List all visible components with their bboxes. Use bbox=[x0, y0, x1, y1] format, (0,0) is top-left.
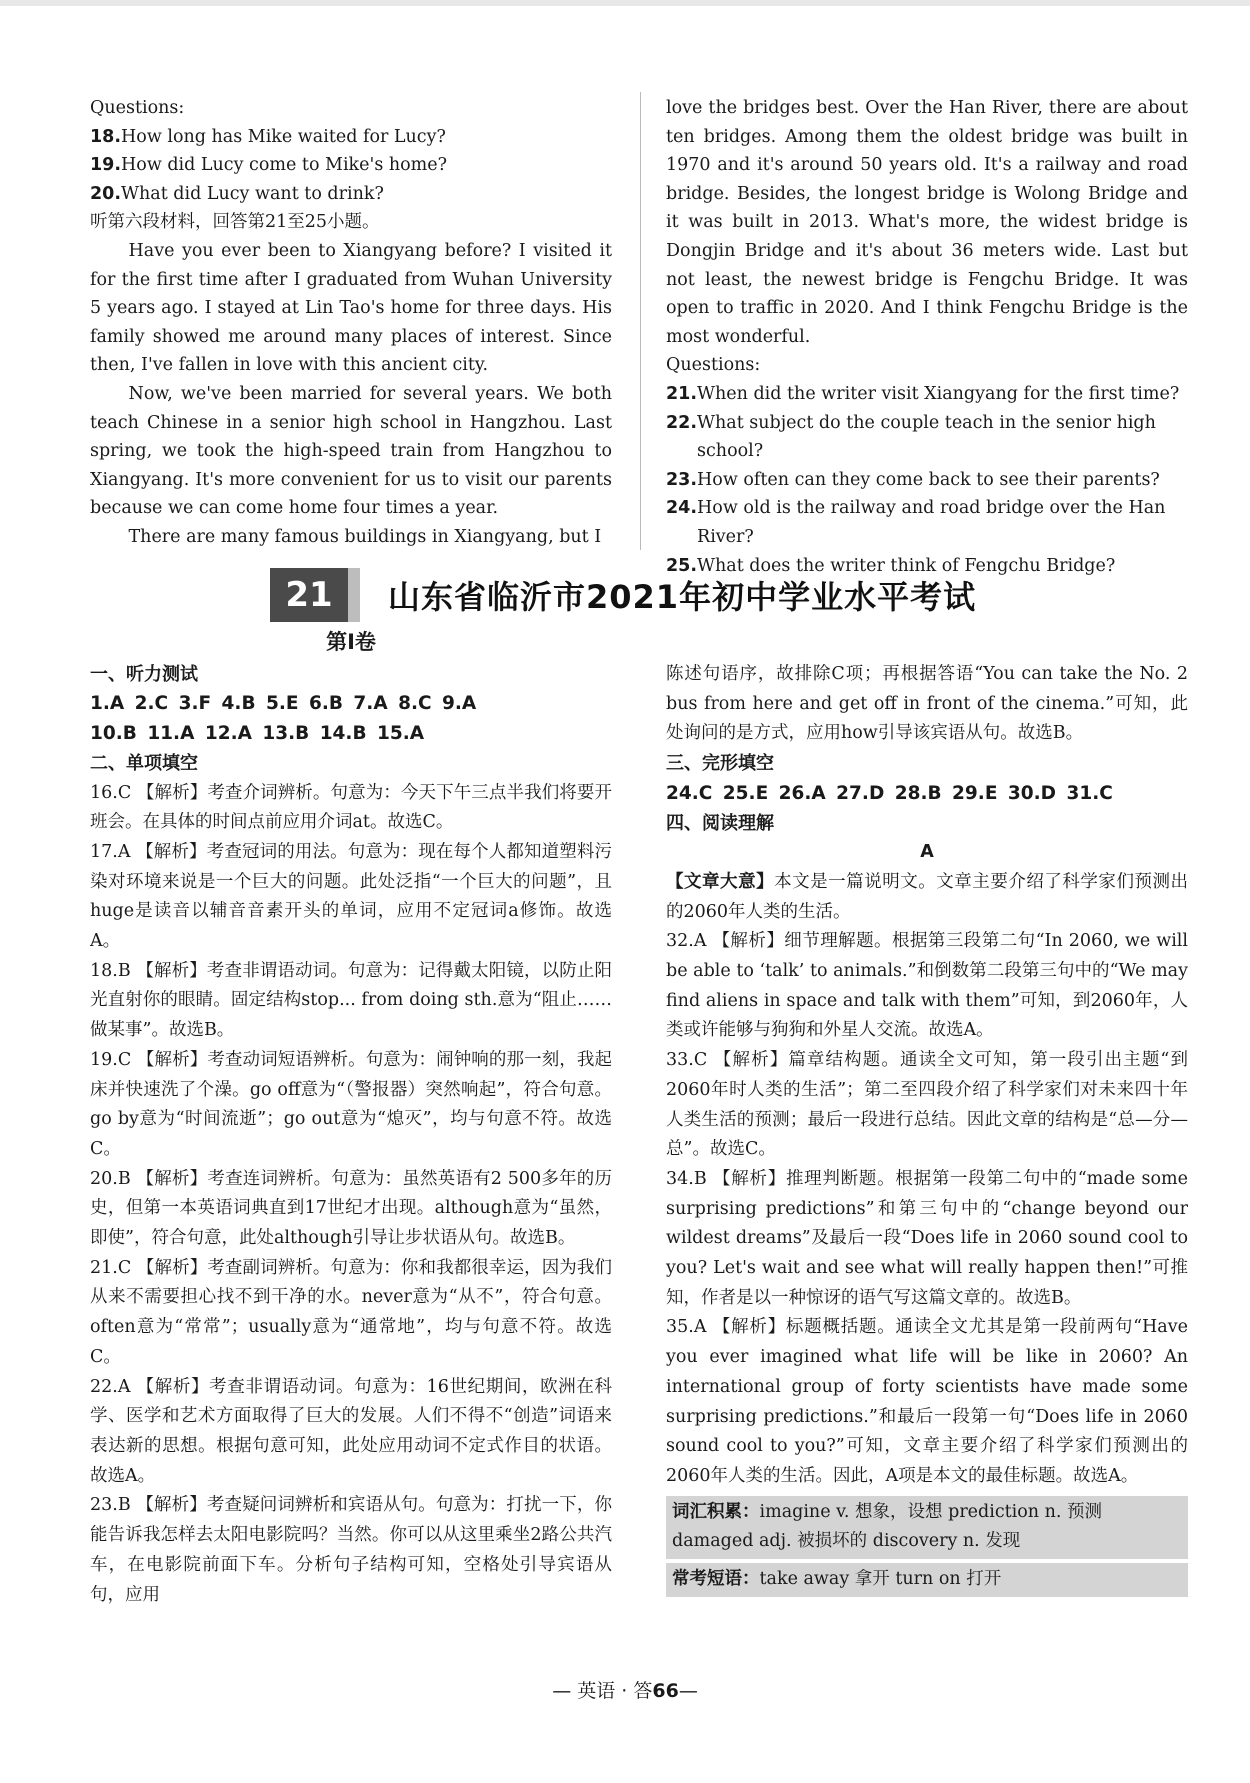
column-divider bbox=[640, 92, 641, 550]
explanation-item: 23.B 【解析】考查疑问词辨析和宾语从句。句意为：打扰一下，你能告诉我怎样去太阳电影院吗？当然。你可以从这里乘坐2路公共汽车，在电影院前面下车。分析句子结构可知，空格处引导宾语从句，应用 bbox=[90, 1495, 612, 1605]
paragraph: Now, we've been married for several years. We both teach Chinese in a senior high school in Hangzhou. Last spring, we took the high-speed train from Hangzhou to Xiangyang. It's more convenient for us to visit our parents because we can come home four times a year. bbox=[90, 383, 612, 519]
footer-suffix: — bbox=[678, 1680, 698, 1702]
lower-right-column bbox=[666, 660, 1188, 1597]
lower-left-column bbox=[90, 628, 612, 1610]
explanation-item: 16.C 【解析】考查介词辨析。句意为：今天下午三点半我们将要开班会。在具体的时间点前应用介词at。故选C。 bbox=[90, 782, 613, 833]
explanation-item: 33.C 【解析】篇章结构题。通读全文可知，第一段引出主题“到2060年时人类的生活”；第二至四段介绍了科学家们对未来四十年人类生活的预测；最后一段进行总结。因此文章的结构是“总—分—总”。故选C。 bbox=[666, 1050, 1188, 1160]
question-item: 24. How old is the railway and road bridge over the Han River? bbox=[666, 498, 1166, 547]
explanation-item: 35.A 【解析】标题概括题。通读全文尤其是第一段前两句“Have you ever imagined what life will be like in 2060? An international group of forty scientists have made some surprising predictions.”和最后一段第一句“Does life in 2060 sound cool to you?”可知，文章主要介绍了科学家们预测出的2060年人类的生活。因此，A项是本文的最佳标题。故选A。 bbox=[666, 1317, 1188, 1486]
exam-number-badge bbox=[270, 568, 360, 622]
volume-title: 第Ⅰ卷 bbox=[326, 630, 376, 654]
passage-label: A bbox=[920, 842, 934, 863]
exam-number: 21 bbox=[270, 568, 348, 622]
phrase-box: 常考短语：take away 拿开 turn on 打开 bbox=[666, 1563, 1188, 1597]
exam-title: 山东省临沂市2021年初中学业水平考试 bbox=[388, 578, 977, 616]
paragraph: Have you ever been to Xiangyang before? I visited it for the first time after I graduated from Wuhan University 5 years ago. I stayed at Lin Tao's home for three days. His family showed me around many places of interest. Since then, I've fallen in love with this ancient city. bbox=[90, 240, 612, 376]
question-item: 21. When did the writer visit Xiangyang for the first time? bbox=[666, 383, 1180, 404]
page-number: 66 bbox=[652, 1680, 679, 1702]
footer-prefix: — 英语 · 答 bbox=[552, 1680, 653, 1702]
questions-label: Questions: bbox=[90, 98, 185, 118]
answer-row: 10.B 11.A 12.A 13.B 14.B 15.A bbox=[90, 723, 425, 745]
question-item: 22. What subject do the couple teach in the senior high school? bbox=[666, 412, 1156, 462]
article-summary: 【文章大意】本文是一篇说明文。文章主要介绍了科学家们预测出的2060年人类的生活。 bbox=[666, 871, 1189, 922]
explanation-item: 32.A 【解析】细节理解题。根据第三段第二句“In 2060, we will be able to ‘talk’ to animals.”和倒数第二段第三句中的“We may find aliens in space and talk with them”可知，到2060年，人类或许能够与狗狗和外星人交流。故选A。 bbox=[666, 931, 1188, 1041]
top-edge bbox=[0, 0, 1250, 6]
question-item: 18. How long has Mike waited for Lucy? bbox=[90, 126, 446, 147]
section-heading: 三、完形填空 bbox=[666, 753, 774, 775]
question-item: 19. How did Lucy come to Mike's home? bbox=[90, 155, 448, 176]
explanation-item: 22.A 【解析】考查非谓语动词。句意为：16世纪期间，欧洲在科学、医学和艺术方面取得了巨大的发展。人们不得不“创造”词语来表达新的思想。根据句意可知，此处应用动词不定式作目的状语。故选A。 bbox=[90, 1376, 612, 1486]
vocabulary-box: 词汇积累：imagine v. 想象，设想 prediction n. 预测 damaged adj. 被损坏的 discovery n. 发现 bbox=[666, 1496, 1188, 1559]
explanation-item: 34.B 【解析】推理判断题。根据第一段第二句中的“made some surprising predictions”和第三句中的“change beyond our wildest dreams”及最后一段“Does life in 2060 sound cool to you? Let's wait and see what will really happen then!”可推知，作者是以一种惊讶的语气写这篇文章的。故选B。 bbox=[666, 1168, 1188, 1308]
explanation-item: 18.B 【解析】考查非谓语动词。句意为：记得戴太阳镜，以防止阳光直射你的眼睛。固定结构stop... from doing sth.意为“阻止……做某事”。故选B。 bbox=[90, 960, 612, 1041]
section-heading: 一、听力测试 bbox=[90, 663, 198, 685]
questions-label: Questions: bbox=[666, 355, 761, 376]
explanation-item: 19.C 【解析】考查动词短语辨析。句意为：闹钟响的那一刻，我起床并快速洗了个澡。go off意为“（警报器）突然响起”，符合句意。go by意为“时间流逝”；go out意为“熄灭”，均与句意不符。故选C。 bbox=[90, 1049, 613, 1159]
explanation-continuation: 陈述句语序，故排除C项；再根据答语“You can take the No. 2 bus from here and get off in front of the cinema.”可知，此处询问的是方式，应用how引导该宾语从句。故选B。 bbox=[666, 664, 1188, 744]
explanation-item: 17.A 【解析】考查冠词的用法。句意为：现在每个人都知道塑料污染对环境来说是一个巨大的问题。此处泛指“一个巨大的问题”，且huge是读音以辅音音素开头的单词，应用不定冠词a修饰。故选A。 bbox=[90, 841, 612, 952]
exam-banner bbox=[270, 568, 986, 622]
paragraph: love the bridges best. Over the Han River, there are about ten bridges. Among them the oldest bridge was built in 1970 and it's around 50 years old. It's a railway and road bridge. Besides, the longest bridge is Wolong Bridge and it was built in 2013. What's more, the widest bridge is Dongjin Bridge and it's about 36 meters wide. Last but not least, the newest bridge is Fengchu Bridge. It was open to traffic in 2020. And I think Fengchu Bridge is the most wonderful. bbox=[666, 98, 1188, 347]
upper-left-column bbox=[90, 94, 612, 552]
question-item: 23. How often can they come back to see their parents? bbox=[666, 469, 1160, 490]
explanation-item: 20.B 【解析】考查连词辨析。句意为：虽然英语有2 500多年的历史，但第一本英语词典直到17世纪才出现。although意为“虽然，即使”，符合句意，此处although引导让步状语从句。故选B。 bbox=[90, 1168, 612, 1249]
section-heading: 二、单项填空 bbox=[90, 752, 198, 774]
question-item: 20. What did Lucy want to drink? bbox=[90, 183, 384, 204]
section-heading: 四、阅读理解 bbox=[666, 812, 774, 834]
question-item: 25. What does the writer think of Fengchu Bridge? bbox=[666, 555, 1116, 576]
section-intro: 听第六段材料，回答第21至25小题。 bbox=[90, 212, 380, 233]
answer-row: 24.C 25.E 26.A 27.D 28.B 29.E 30.D 31.C bbox=[666, 782, 1113, 804]
paragraph: There are many famous buildings in Xiangyang, but I bbox=[128, 526, 602, 547]
page-footer bbox=[0, 1676, 1250, 1703]
explanation-item: 21.C 【解析】考查副词辨析。句意为：你和我都很幸运，因为我们从来不需要担心找不到干净的水。never意为“从不”，符合句意。often意为“常常”；usually意为“通常地”，均与句意不符。故选C。 bbox=[90, 1257, 613, 1367]
upper-right-column bbox=[666, 94, 1188, 580]
answer-row: 1.A 2.C 3.F 4.B 5.E 6.B 7.A 8.C 9.A bbox=[90, 693, 477, 715]
